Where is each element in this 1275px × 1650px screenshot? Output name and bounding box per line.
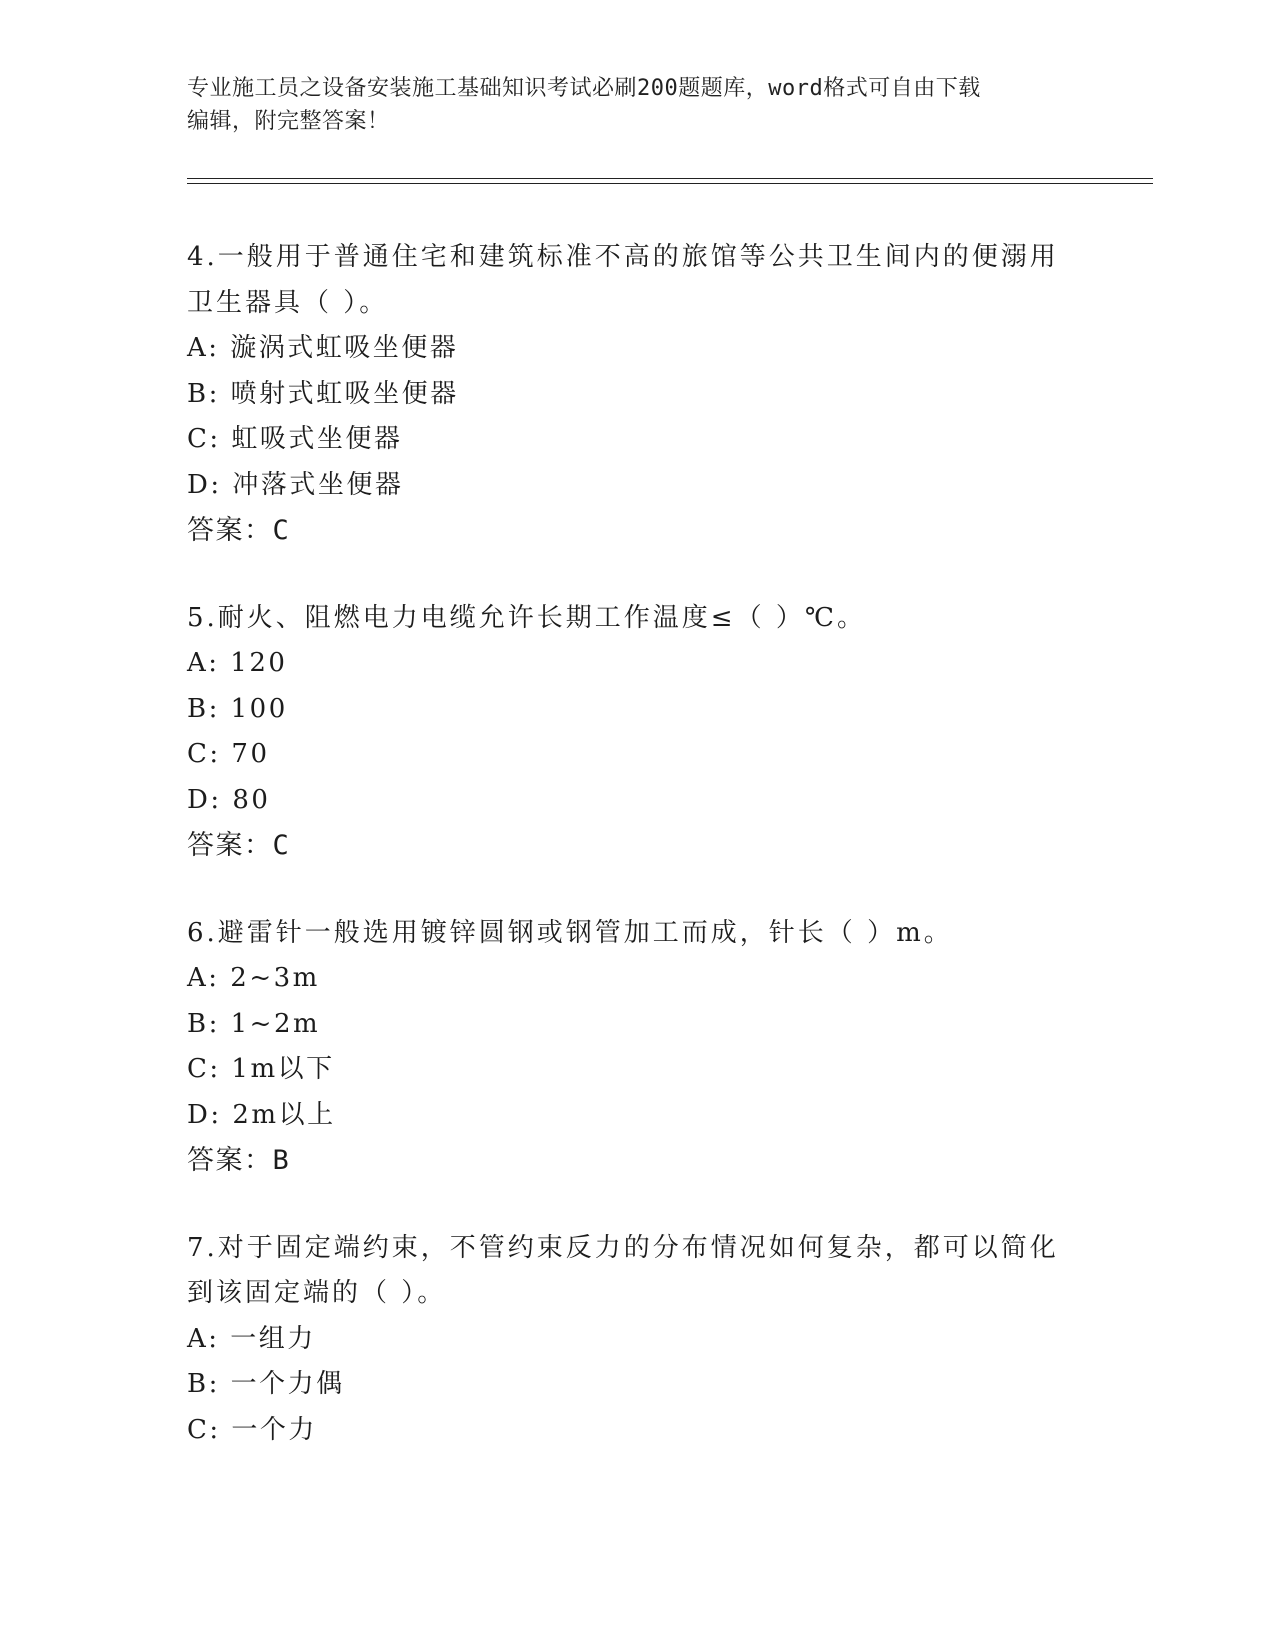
question-5 bbox=[187, 596, 1087, 869]
option-a: A: 一组力 bbox=[187, 1323, 316, 1354]
answer-value: C bbox=[272, 515, 291, 546]
question-list bbox=[187, 235, 1087, 1495]
option-b: B: 1~2m bbox=[187, 1008, 321, 1039]
question-7 bbox=[187, 1226, 1087, 1454]
answer-line bbox=[187, 1138, 1087, 1184]
header-title-line-1: 专业施工员之设备安装施工基础知识考试必刷200题题库，word格式可自由下载 bbox=[187, 76, 981, 101]
option-d: D: 80 bbox=[187, 784, 271, 815]
question-stem: 7.对于固定端约束，不管约束反力的分布情况如何复杂，都可以简化 bbox=[187, 1232, 1059, 1263]
document-header bbox=[187, 72, 1087, 138]
option-c: C: 一个力 bbox=[187, 1414, 317, 1445]
option-c: C: 70 bbox=[187, 739, 270, 769]
option-d: D: 冲落式坐便器 bbox=[187, 469, 404, 500]
option-b: B: 100 bbox=[187, 693, 288, 724]
question-4 bbox=[187, 235, 1087, 554]
question-6 bbox=[187, 911, 1087, 1184]
option-c: C: 虹吸式坐便器 bbox=[187, 424, 403, 454]
answer-label: 答案： bbox=[187, 515, 273, 546]
question-stem: 5.耐火、阻燃电力电缆允许长期工作温度≤（ ）℃。 bbox=[187, 602, 866, 633]
header-title-line-2: 编辑，附完整答案！ bbox=[187, 109, 390, 134]
option-b: B: 一个力偶 bbox=[187, 1369, 345, 1399]
question-stem: 4.一般用于普通住宅和建筑标准不高的旅馆等公共卫生间内的便溺用 bbox=[187, 242, 1059, 272]
answer-label: 答案： bbox=[187, 830, 273, 861]
header-divider-top bbox=[187, 178, 1153, 179]
answer-line bbox=[187, 823, 1087, 869]
question-stem: 到该固定端的（ ）。 bbox=[187, 1278, 447, 1308]
header-divider-bottom bbox=[187, 183, 1153, 184]
answer-label: 答案： bbox=[187, 1145, 273, 1176]
question-stem: 卫生器具（ ）。 bbox=[187, 287, 389, 318]
option-c: C: 1m以下 bbox=[187, 1054, 335, 1084]
option-a: A: 漩涡式虹吸坐便器 bbox=[187, 333, 459, 363]
question-stem: 6.避雷针一般选用镀锌圆钢或钢管加工而成，针长（ ）m。 bbox=[187, 917, 953, 948]
option-b: B: 喷射式虹吸坐便器 bbox=[187, 378, 459, 409]
answer-line bbox=[187, 508, 1087, 554]
option-a: A: 2~3m bbox=[187, 963, 320, 993]
answer-value: C bbox=[272, 830, 291, 861]
option-d: D: 2m以上 bbox=[187, 1099, 336, 1130]
answer-value: B bbox=[272, 1145, 291, 1176]
option-a: A: 120 bbox=[187, 648, 288, 678]
